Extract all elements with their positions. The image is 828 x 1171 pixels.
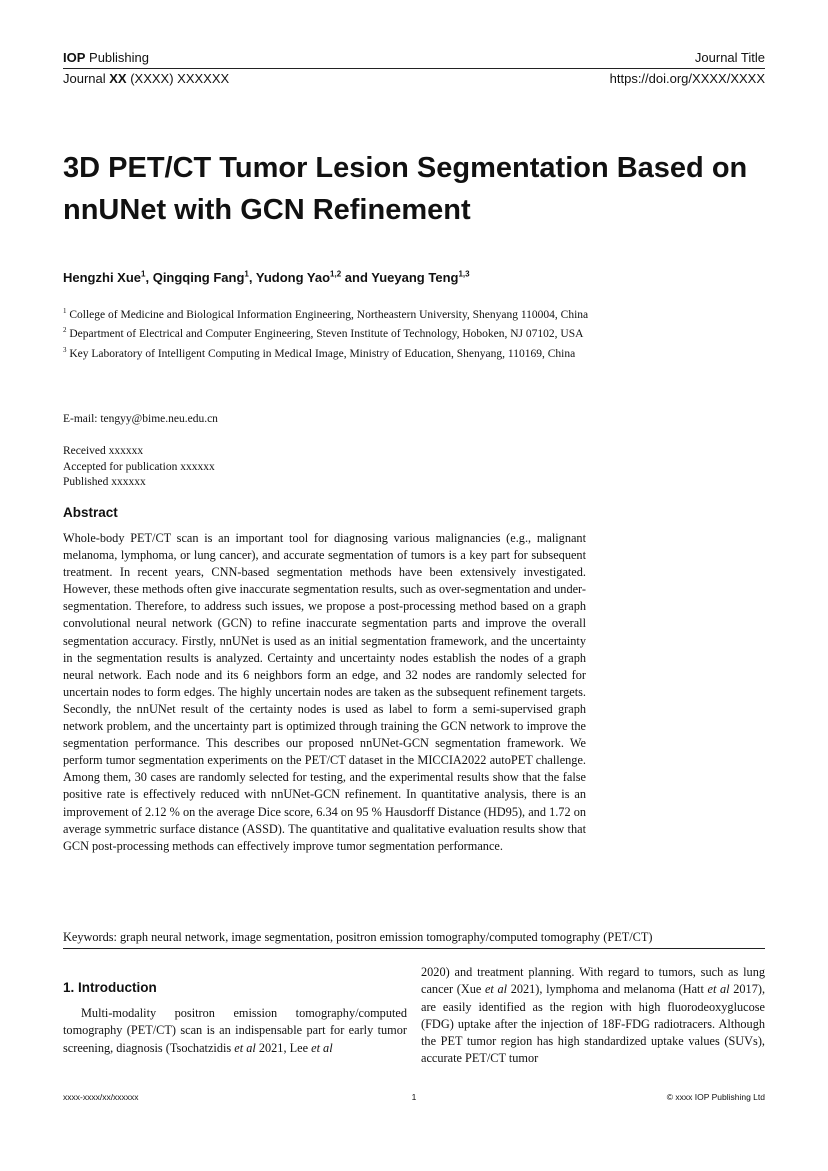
journal-ref: Journal XX (XXXX) XXXXXX <box>63 71 230 86</box>
affiliations <box>63 304 593 362</box>
doi-link[interactable]: https://doi.org/XXXX/XXXX <box>609 71 765 86</box>
keywords-rule <box>63 948 765 949</box>
footer-copyright: © xxxx IOP Publishing Ltd <box>666 1092 765 1102</box>
author: Qingqing Fang$^1$, <box>152 270 256 286</box>
publisher: IOP Publishing <box>63 50 150 65</box>
publication-dates <box>63 444 215 491</box>
introduction-heading: 1. Introduction <box>63 980 157 995</box>
running-header-top <box>63 50 765 65</box>
intro-column-left: Multi-modality positron emission tomography/computed tomography (PET/CT) scan is an indispensable part for early tumor screening, diagnosis (Tsochatzidis et al 2021, Lee et al <box>63 1006 407 1055</box>
affiliation: $^3$ Key Laboratory of Intelligent Computing in Medical Image, Ministry of Education, Shenyang, 110169, China <box>63 345 576 360</box>
journal-title: Journal Title <box>694 50 765 65</box>
affiliation: $^1$ College of Medicine and Biological Information Engineering, Northeastern University, Shenyang 110004, China <box>63 307 589 321</box>
author: Yudong Yao$^{1,2}$ and <box>255 270 372 286</box>
author-list <box>63 270 470 285</box>
keywords: Keywords: graph neural network, image segmentation, positron emission tomography/computed tomography (PET/CT) <box>63 930 653 944</box>
received-date: Received xxxxxx <box>63 445 144 457</box>
running-header-bottom <box>63 71 765 86</box>
abstract-body: Whole-body PET/CT scan is an important tool for diagnosing various malignancies (e.g., malignant melanoma, lymphoma, or lung cancer), and accurate segmentation of tumors is a key part for subsequent treatment. In recent years, CNN-based segmentation methods have been extensively investigated. However, these methods often give inaccurate segmentation results, such as over-segmentation and under-segmentation. Therefore, to address such issues, we propose a post-processing method based on a graph convolutional neural network (GCN) to refine inaccurate segmentation parts and improve the overall segmentation accuracy. Firstly, nnUNet is used as an initial segmentation framework, and the uncertainty in the segmentation results is analyzed. Certainty and uncertainty nodes establish the nodes of a graph neural network. Each node and its 6 neighbors form an edge, and 32 nodes are randomly selected for uncertain nodes to form edges. The highly uncertain nodes are taken as the subsequent refinement targets. Secondly, the nnUNet result of the certainty nodes is used as label to form a semi-supervised graph network problem, and the uncertainty part is optimized through training the GCN network to improve the segmentation performance. This describes our proposed nnUNet-GCN segmentation framework. We perform tumor segmentation experiments on the PET/CT dataset in the MICCIA2022 autoPET challenge. Among them, 30 cases are randomly selected for testing, and the experimental results show that the false positive rate is effectively reduced with nnUNet-GCN refinement. In quantitative analysis, there is an improvement of 2.12 % on the average Dice score, 6.34 on 95 % Hausdorff Distance (HD95), and 1.72 on average symmetric surface distance (ASSD). The quantitative and qualitative evaluation results show that GCN post-processing methods can effectively improve tumor segmentation performance. <box>63 531 586 853</box>
accepted-date: Accepted for publication xxxxxx <box>63 460 215 473</box>
paper-title: 3D PET/CT Tumor Lesion Segmentation Based on nnUNet with GCN Refinement <box>63 152 748 226</box>
page-footer <box>63 1092 765 1102</box>
page-number: 1 <box>411 1092 417 1102</box>
header-rule <box>63 68 765 69</box>
affiliation: $^2$ Department of Electrical and Computer Engineering, Steven Institute of Technology, Hoboken, NJ 07102, USA <box>63 326 584 341</box>
author: Yueyang Teng$^{1,3}$ <box>371 270 470 286</box>
author: Hengzhi Xue$^1$, <box>63 270 153 286</box>
contact-email[interactable]: E-mail: tengyy@bime.neu.edu.cn <box>63 413 218 425</box>
footer-code: xxxx-xxxx/xx/xxxxxx <box>63 1092 139 1102</box>
abstract-heading: Abstract <box>63 505 118 520</box>
published-date: Published xxxxxx <box>63 476 146 488</box>
intro-column-right: 2020) and treatment planning. With regard to tumors, such as lung cancer (Xue et al 2021), lymphoma and melanoma (Hatt et al 2017), are easily identified as the region with high fluorodeoxyglucose (FDG) uptake after the injection of 18F-FDG radiotracers. Although the PET tumor region has high standardized uptake values (SUVs), accurate PET/CT tumor <box>421 965 766 1066</box>
